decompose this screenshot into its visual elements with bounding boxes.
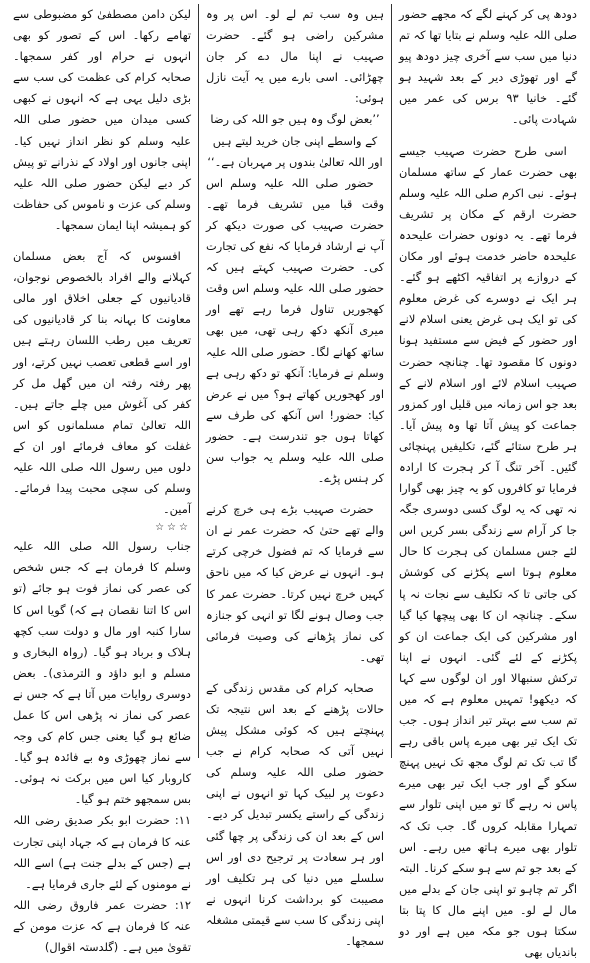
paragraph: ہیں وہ سب تم لے لو۔ اس پر وہ مشرکین راضی ہو گئے۔ حضرت صہیب نے اپنا مال دے کر جان چھڑائی۔ اسی بارے میں یہ آیت نازل ہوئی: [206, 7, 384, 106]
column-right [392, 4, 584, 960]
paragraph: اسی طرح حضرت صہیب جیسے بھی حضرت عمار کے ساتھ مسلمان ہوئے۔ نبی اکرم صلی اللہ علیہ وسلم حضرت ارقم کے مکان پر تشریف فرما تھے۔ یہ دونوں حضرات علیحدہ علیحدہ حاضر خدمت ہوئے اور مکان کے دروازے پر اتفاقیہ اکٹھے ہو گئے۔ ہر ایک نے دوسرے کی غرض معلوم کی تو ایک ہی غرض یعنی اسلام لانے اور حضور کے فیض سے مستفید ہونا دونوں کا مقصود تھا۔ چنانچہ حضرت صہیب اسلام لائے اور اسلام لانے کے بعد جو اس زمانہ میں قلیل اور کمزور جماعت کو پیش آتا تھا وہ پیش آیا۔ ہر طرح ستائے گئے، تکلیفیں پہنچائی گئیں۔ آخر تنگ آ کر ہجرت کا ارادہ فرمایا تو کافروں کو یہ چیز بھی گوارا نہ تھی کہ یہ لوگ کسی دوسری جگہ جا کر آرام سے زندگی بسر کریں اس لئے جس مسلمان کی ہجرت کا حال معلوم ہوتا اسے پکڑنے کی کوشش کی جاتی تا کہ تکلیف سے نجات نہ پا سکے۔ چنانچہ ان کا بھی پیچھا کیا گیا اور مشرکین کی ایک جماعت ان کو پکڑنے کے لئے گئی۔ انہوں نے اپنا ترکش سنبھالا اور ان لوگوں سے کہا کہ دیکھو! تمہیں معلوم ہے کہ میں تم سب سے بہتر تیر انداز ہوں۔ جب تک ایک تیر بھی میرے پاس باقی رہے گا تب تک تم لوگ مجھ تک نہیں پہنچ سکو گے اور جب ایک تیر بھی میرے پاس نہ رہے گا تو میں اپنی تلوار سے تمہارا مقابلہ کروں گا۔ جب تک کہ تلوار بھی میرے ہاتھ میں رہے۔ اس کے بعد جو تم سے ہو سکے کرنا۔ البتہ اگر تم چاہو تو اپنی جان کے بدلے میں مال لے لو۔ میں اپنے مال کا پتا بتا سکتا ہوں جو مکہ میں ہے اور دو باندیاں بھی [399, 143, 577, 960]
paragraph: حضور صلی اللہ علیہ وسلم اس وقت قبا میں تشریف فرما تھے۔ حضرت صہیب کی صورت دیکھ کر آپ نے ارشاد فرمایا کہ نفع کی تجارت کی۔ حضرت صہیب کہتے ہیں کہ حضور صلی اللہ علیہ وسلم اس وقت کھجوریں تناول فرما رہے تھے اور میری آنکھ دکھ رہی تھی، میں بھی ساتھ کھانے لگا۔ حضور صلی اللہ علیہ وسلم نے فرمایا: آنکھ تو دکھ رہی ہے اور کھجوریں کھاتے ہو؟ میں نے عرض کیا: حضور! اس آنکھ کی طرف سے کھاتا ہوں جو تندرست ہے۔ حضور صلی اللہ علیہ وسلم یہ جواب سن کر ہنس پڑے۔ [205, 175, 384, 486]
paragraph: دودھ پی کر کہنے لگے کہ مجھے حضور صلی اللہ علیہ وسلم نے بتایا تھا کہ تم دنیا میں سب سے آخری چیز دودھ پیو گے اور تھوڑی دیر کے بعد شہید ہو گئے۔ خانیا ۹۳ برس کی عمر میں شہادت پائی۔ [399, 7, 578, 127]
column-left [6, 4, 199, 955]
column-middle [199, 4, 392, 949]
paragraph: حضرت صہیب بڑے ہی خرچ کرنے والے تھے حتیٰ کہ حضرت عمر نے ان سے فرمایا کہ تم فضول خرچی کرتے ہو۔ انہوں نے عرض کیا کہ میں ناحق کہیں خرچ نہیں کرتا۔ حضرت عمر کا جب وصال ہونے لگا تو انہی کو جنازہ کی نماز پڑھانے کی وصیت فرمائی تھی۔ [206, 502, 384, 664]
paragraph: لیکن دامن مصطفیٰ کو مضبوطی سے تھامے رکھا۔ اس کے تصور کو بھی انہوں نے حرام اور کفر سمجھا۔ صحابہ کرام کی عظمت کی سب سے بڑی دلیل یہی ہے کہ انہوں نے کبھی کسی میدان میں حضور صلی اللہ علیہ وسلم کو نظر انداز نہیں کیا۔ اپنی جانوں اور اولاد کے نذرانے تو پیش کر دیے لیکن حضور صلی اللہ علیہ وسلم کی عزت و ناموس کی حفاظت کو ہمیشہ اپنا ایمان سمجھا۔ [13, 7, 191, 232]
quranic-verse-quote: ’’بعض لوگ وہ ہیں جو اللہ کی رضا کے واسطے اپنی جان خرید لیتے ہیں اور اللہ تعالیٰ بندوں پر مہربان ہے۔‘‘ [207, 112, 383, 169]
paragraph: جناب رسول اللہ صلی اللہ علیہ وسلم کا فرمان ہے کہ جس شخص کی عصر کی نماز فوت ہو جائے (تو اس کا اتنا نقصان ہے کہ) گویا اس کا سارا کنبہ اور مال و دولت سب کچھ ہلاک و برباد ہو گیا۔ (رواہ البخاری و مسلم و ابو داؤد و الترمذی)۔ بعض دوسری روایات میں آتا ہے کہ جس نے عصر کی نماز نہ پڑھی اس کا عمل ضائع ہو گیا یعنی جس کام کی وجہ سے نماز چھوڑی وہ بے فائدہ ہو گیا۔ کاروبار کیا اس میں برکت نہ ہوئی۔ بس سمجھو ختم ہو گیا۔ [13, 539, 191, 807]
paragraph: صحابہ کرام کی مقدس زندگی کے حالات پڑھنے کے بعد اس نتیجہ تک پہنچتے ہیں کہ کوئی مشکل پیش نہیں آتی کہ صحابہ کرام نے جب حضور صلی اللہ علیہ وسلم کی دعوت پر لبیک کہا تو انہوں نے اپنی زندگی کے راستے یکسر تبدیل کر دیے۔ اس کے بعد ان کی زندگی پر چھا گئی اور ہر سعادت پر ترجیح دی اور اس سلسلے میں دنیا کی ہر تکلیف اور مصیبت کو برداشت کرنا انہوں نے اپنی زندگی کا سب سے قیمتی مشغلہ سمجھا۔ [206, 680, 384, 949]
section-divider-stars: ☆☆☆ [155, 522, 191, 534]
numbered-saying: ۱۱: حضرت ابو بکر صدیق رضی اللہ عنہ کا فرمان ہے کہ جہاد اپنی تجارت ہے (جس کے بدلے جنت ہے) اسے اللہ نے مومنوں کے لئے جاری فرمایا ہے۔ [12, 813, 191, 891]
numbered-saying: ۱۲: حضرت عمر فاروق رضی اللہ عنہ کا فرمان ہے کہ عزت مومن کے تقویٰ میں ہے۔ (گلدستہ اقوال) [13, 897, 191, 955]
paragraph: افسوس کہ آج بعض مسلمان کہلانے والے افراد بالخصوص نوجوان، قادیانیوں کے جعلی اخلاق اور مالی معاونت کا بہانہ بنا کر قادیانیوں کی تعریف میں رطب اللسان رہتے ہیں اور اسے قطعی تعصب نہیں کرتے، اور پھر رفتہ رفتہ ان میں گھل مل کر کفر کی آغوش میں چلے جاتے ہیں۔ اللہ تعالیٰ تمام مسلمانوں کو اس غفلت کو معاف فرمائے اور ان کے دلوں میں رسول اللہ صلی اللہ علیہ وسلم کی سچی محبت پیدا فرمائے۔ آمین۔ [13, 249, 191, 517]
